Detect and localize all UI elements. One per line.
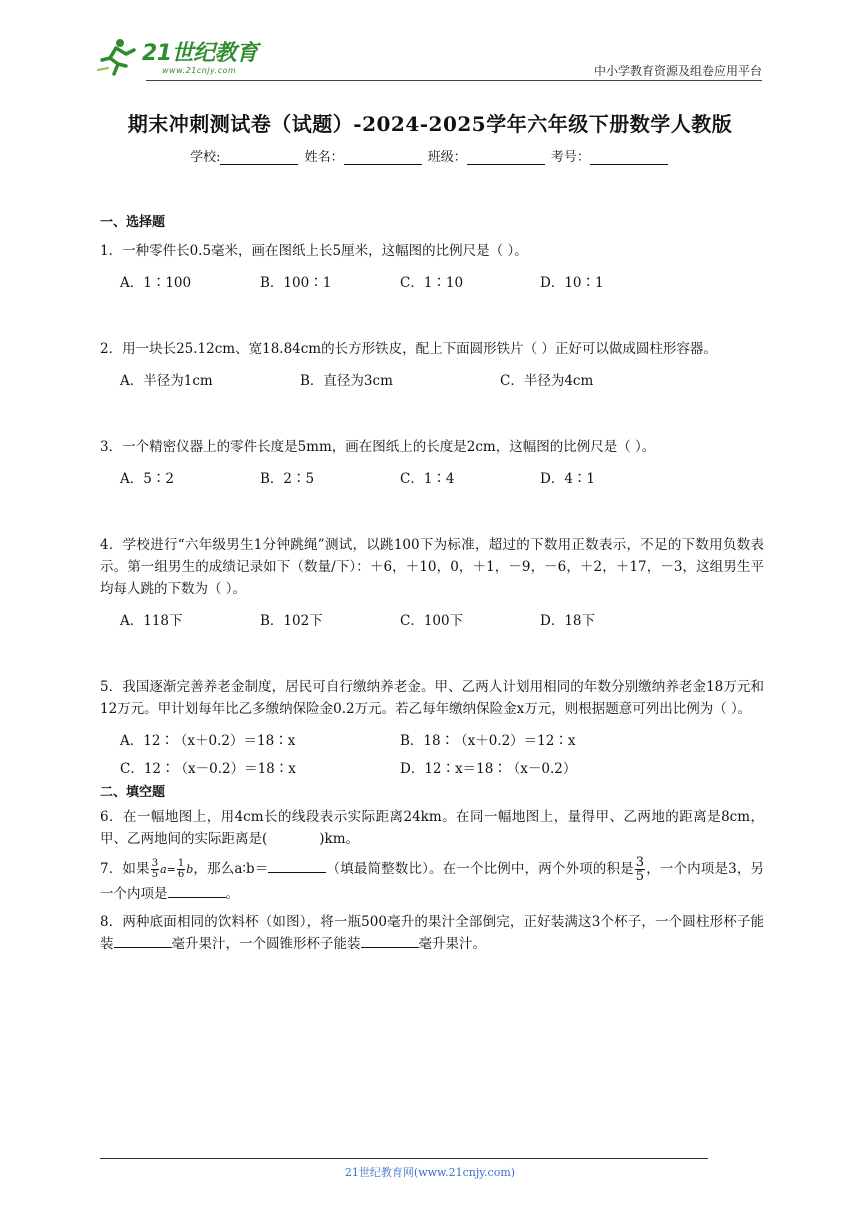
question-text: 毫升果汁。 [418, 936, 486, 952]
option-d: D．12∶x＝18∶（x－0.2） [400, 761, 577, 777]
student-info-line [0, 146, 860, 165]
answer-blank[interactable] [114, 933, 172, 948]
question-text: 4．学校进行“六年级男生1分钟跳绳”测试，以跳100下为标准，超过的下数用正数表示，不足的下数用负数表示。第一组男生的成绩记录如下（数量/下）：＋6，＋10，0，＋1，－9，－6，＋2，＋17，－3，这组男生平均每人跳的下数为（ ）。 [100, 537, 764, 597]
question-text: 2．用一块长25.12cm、宽18.84cm的长方形铁皮，配上下面圆形铁片（ ）正好可以做成圆柱形容器。 [100, 341, 717, 357]
question-text: 3．一个精密仪器上的零件长度是5mm，画在图纸上的长度是2cm，这幅图的比例尺是（ ）。 [100, 439, 656, 455]
option-b: B．18∶（x＋0.2）＝12∶x [400, 733, 576, 749]
class-blank[interactable] [467, 150, 545, 165]
footer-link[interactable]: 21世纪教育网(www.21cnjy.com) [344, 1166, 516, 1179]
question-text: 6．在一幅地图上，用4cm长的线段表示实际距离24km。在同一幅地图上，量得甲、乙两地的距离是8cm，甲、乙两地间的实际距离是( [100, 809, 764, 847]
logo [96, 36, 258, 76]
school-blank[interactable] [220, 150, 298, 165]
class-label: 班级： [427, 150, 467, 165]
option-b: B．100∶1 [260, 275, 332, 291]
question-text-end: )km。 [319, 831, 360, 847]
question-text: 。 [225, 886, 239, 902]
fraction-3-5-large: $\frac{3}{5}$ [635, 855, 645, 884]
option-d: D．18下 [540, 613, 596, 629]
option-c: C．1∶4 [400, 471, 455, 487]
question-8 [100, 911, 764, 955]
answer-blank[interactable] [268, 858, 326, 873]
option-a: A．118下 [120, 613, 183, 629]
name-blank[interactable] [344, 150, 422, 165]
question-text: （填最简整数比）。在一个比例中，两个外项的积是 [326, 861, 634, 877]
footer-divider [100, 1158, 708, 1159]
option-d: D．4∶1 [540, 471, 596, 487]
answer-blank[interactable] [168, 883, 226, 898]
exam-content [100, 212, 764, 955]
name-label: 姓名： [304, 150, 344, 165]
logo-title: 21世纪教育 [142, 41, 258, 66]
question-text: 5．我国逐渐完善养老金制度，居民可自行缴纳养老金。甲、乙两人计划用相同的年数分别缴纳养老金18万元和12万元。甲计划每年比乙多缴纳保险金0.2万元。若乙每年缴纳保险金x万元，则根据题意可列出比例为（ ）。 [100, 679, 764, 717]
option-b: B．102下 [260, 613, 323, 629]
number-blank[interactable] [590, 150, 668, 165]
question-text: 7．如果 [100, 861, 150, 877]
fraction-1-6: $\frac{1}{6}$ [177, 858, 185, 880]
question-7 [100, 856, 764, 905]
logo-url: www.21cnjy.com [162, 66, 237, 75]
question-text: ，一个内项是3，另一个内项是 [100, 861, 764, 902]
question-1 [100, 240, 764, 294]
school-label: 学校: [190, 150, 221, 165]
option-c: C．半径为4cm [500, 373, 594, 389]
option-c: C．12∶（x－0.2）＝18∶x [120, 761, 296, 777]
question-3 [100, 436, 764, 490]
question-text: 1．一种零件长0.5毫米，画在图纸上长5厘米，这幅图的比例尺是（ ）。 [100, 243, 528, 259]
question-4 [100, 534, 764, 632]
page-header [96, 36, 762, 82]
question-6 [100, 806, 764, 850]
number-label: 考号： [550, 150, 590, 165]
equals-sign: = [166, 863, 176, 876]
option-b: B．直径为3cm [300, 373, 393, 389]
option-a: A．半径为1cm [120, 373, 213, 389]
question-text: 毫升果汁，一个圆锥形杯子能装 [171, 936, 361, 952]
var-a: a [160, 863, 167, 876]
header-divider [146, 80, 762, 81]
question-text: ，那么a∶b＝ [193, 861, 269, 877]
option-a: A．1∶100 [120, 275, 192, 291]
fraction-3-5: $\frac{3}{5}$ [151, 858, 159, 880]
option-a: A．12∶（x＋0.2）＝18∶x [120, 733, 296, 749]
option-c: C．100下 [400, 613, 464, 629]
section-choice: 一、选择题 [100, 215, 166, 230]
section-fill: 二、填空题 [100, 785, 166, 800]
runner-logo-icon [96, 36, 140, 76]
var-b: b [186, 863, 194, 876]
question-2 [100, 338, 764, 392]
option-a: A．5∶2 [120, 471, 174, 487]
option-b: B．2∶5 [260, 471, 315, 487]
platform-label: 中小学教育资源及组卷应用平台 [593, 64, 762, 78]
page-title: 期末冲刺测试卷（试题）-2024-2025学年六年级下册数学人教版 [127, 112, 733, 136]
option-c: C．1∶10 [400, 275, 464, 291]
question-5 [100, 676, 764, 780]
answer-blank[interactable] [361, 933, 419, 948]
question-text: 8．两种底面相同的饮料杯（如图），将一瓶500毫升的果汁全部倒完，正好装满这3个杯子，一个圆柱形杯子能装 [100, 914, 764, 952]
option-d: D．10∶1 [540, 275, 604, 291]
